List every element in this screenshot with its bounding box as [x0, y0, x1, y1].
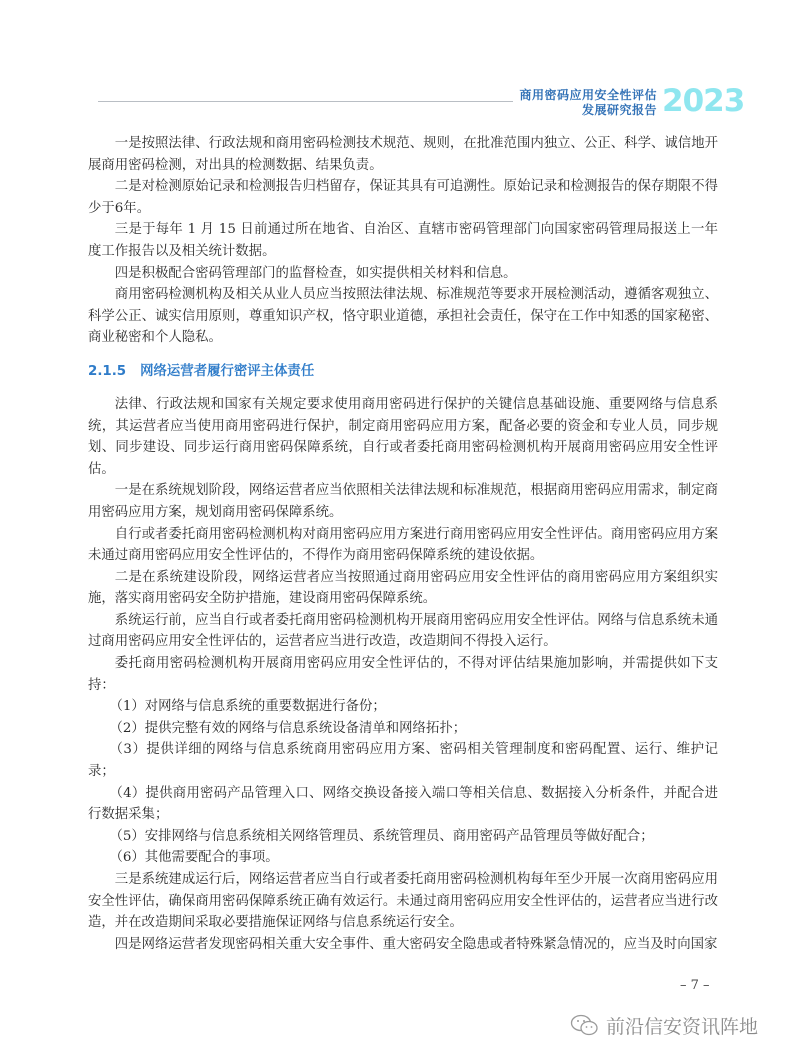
paragraph: 四是积极配合密码管理部门的监督检查，如实提供相关材料和信息。	[114, 265, 517, 281]
wechat-icon	[570, 1014, 600, 1038]
page-number: – 7 –	[680, 978, 710, 993]
report-title	[517, 88, 657, 118]
paragraph: 一是按照法律、行政法规和商用密码检测技术规范、规则，在批准范围内独立、公正、科学、诚信地开展商用密码检测，对出具的检测数据、结果负责。	[88, 136, 718, 173]
list-item: （3）提供详细的网络与信息系统商用密码应用方案、密码相关管理制度和密码配置、运行、维护记录；	[88, 742, 718, 780]
list-item: （2）提供完整有效的网络与信息系统设备清单和网络拓扑；	[109, 720, 467, 736]
paragraph: 系统运行前，应当自行或者委托商用密码检测机构开展商用密码应用安全性评估。网络与信息系统未通过商用密码应用安全性评估的，运营者应当进行改造，改造期间不得投入运行。	[88, 612, 718, 650]
list-item: （5）安排网络与信息系统相关网络管理员、系统管理员、商用密码产品管理员等做好配合；	[109, 828, 654, 844]
paragraph: 自行或者委托商用密码检测机构对商用密码应用方案进行商用密码应用安全性评估。商用密码应用方案未通过商用密码应用安全性评估的，不得作为商用密码保障系统的建设依据。	[88, 526, 718, 564]
list-item: （4）提供商用密码产品管理入口、网络交换设备接入端口等相关信息、数据接入分析条件，并配合进行数据采集；	[88, 785, 718, 823]
header-rule	[98, 101, 513, 102]
document-body	[88, 133, 718, 955]
paragraph: 二是在系统建设阶段，网络运营者应当按照通过商用密码应用安全性评估的商用密码应用方案组织实施，落实商用密码安全防护措施，建设商用密码保障系统。	[88, 569, 718, 607]
paragraph: 三是系统建成运行后，网络运营者应当自行或者委托商用密码检测机构每年至少开展一次商用密码应用安全性评估，确保商用密码保障系统正确有效运行。未通过商用密码应用安全性评估的，运营者应当进行改造，并在改造期间采取必要措施保证网络与信息系统运行安全。	[88, 872, 718, 931]
section-heading	[88, 361, 718, 383]
section-number: 2.1.5	[88, 363, 127, 379]
list-item: （6）其他需要配合的事项。	[109, 850, 279, 866]
section-title: 网络运营者履行密评主体责任	[140, 363, 315, 379]
report-year: 2023	[662, 83, 745, 119]
paragraph: 三是于每年 1 月 15 日前通过所在地省、自治区、直辖市密码管理部门向国家密码管理局报送上一年度工作报告以及相关统计数据。	[88, 222, 718, 259]
list-item: （1）对网络与信息系统的重要数据进行备份；	[109, 699, 386, 715]
report-title-line1: 商用密码应用安全性评估	[519, 88, 657, 102]
paragraph: 委托商用密码检测机构开展商用密码应用安全性评估的，不得对评估结果施加影响，并需提供如下支持：	[88, 656, 718, 693]
watermark	[570, 1012, 758, 1039]
watermark-text: 前沿信安资讯阵地	[606, 1016, 759, 1038]
paragraph: 四是网络运营者发现密码相关重大安全事件、重大密码安全隐患或者特殊紧急情况的，应当及时向国家	[114, 936, 718, 952]
paragraph: 商用密码检测机构及相关从业人员应当按照法律法规、标准规范等要求开展检测活动，遵循客观独立、科学公正、诚实信用原则，尊重知识产权，恪守职业道德，承担社会责任，保守在工作中知悉的国家秘密、商业秘密和个人隐私。	[88, 287, 718, 346]
paragraph: 二是对检测原始记录和检测报告归档留存，保证其具有可追溯性。原始记录和检测报告的保存期限不得少于6年。	[88, 179, 718, 216]
paragraph: 一是在系统规划阶段，网络运营者应当依照相关法律法规和标准规范，根据商用密码应用需求，制定商用密码应用方案，规划商用密码保障系统。	[88, 483, 718, 520]
paragraph: 法律、行政法规和国家有关规定要求使用商用密码进行保护的关键信息基础设施、重要网络与信息系统，其运营者应当使用商用密码进行保护，制定商用密码应用方案，配备必要的资金和专业人员，同步规划、同步建设、同步运行商用密码保障系统，自行或者委托商用密码检测机构开展商用密码应用安全性评估。	[88, 396, 718, 477]
report-title-line2: 发展研究报告	[581, 103, 657, 117]
